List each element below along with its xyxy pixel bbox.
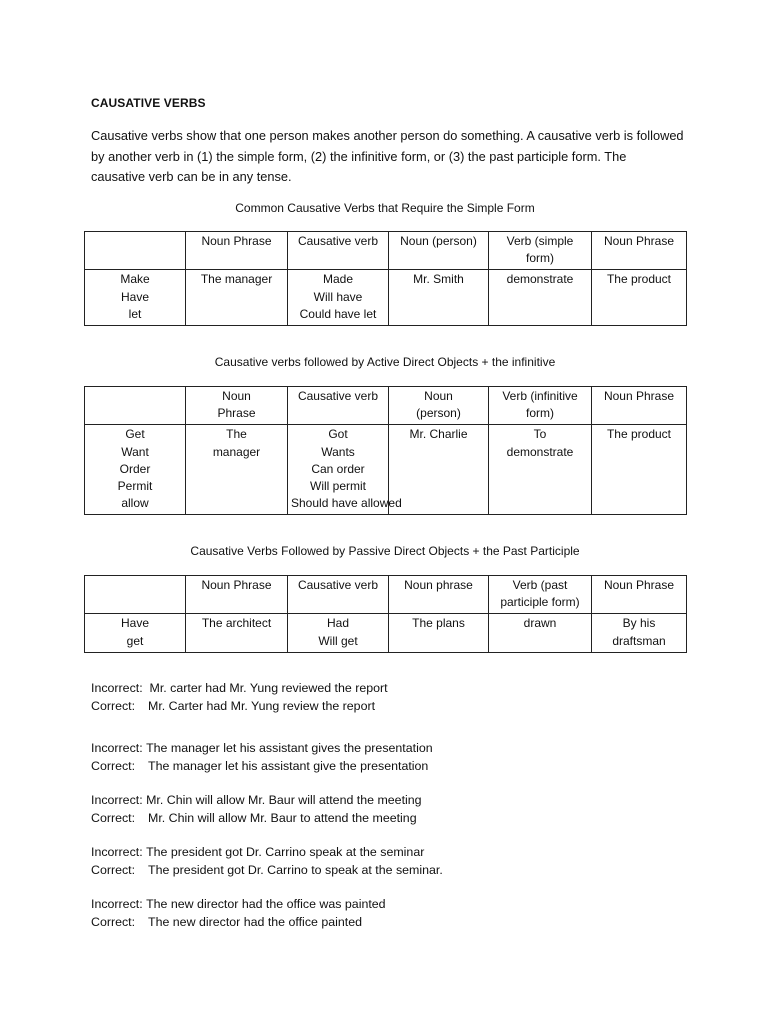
cell-line: The manager (200, 272, 273, 287)
cell-line: Noun (424, 389, 453, 403)
cell-line: Mr. Smith (413, 272, 464, 287)
cell-line: let (128, 306, 142, 321)
cell-line: To (533, 427, 547, 442)
correct-sentence: The manager let his assistant give the presentation (148, 758, 429, 773)
cell-line: Will permit (310, 479, 366, 494)
table-header-row (85, 387, 687, 425)
correct-example-line (91, 758, 433, 776)
cell-line: Noun (222, 389, 251, 403)
table-header-cell (186, 576, 288, 614)
cell-line: drawn (523, 616, 557, 631)
cell-line: Can order (311, 461, 365, 476)
cell-line: Causative verb (297, 389, 379, 403)
incorrect-label: Incorrect: (91, 741, 147, 755)
correct-label: Correct: (91, 698, 136, 713)
correct-sentence: Mr. Carter had Mr. Yung review the report (148, 698, 376, 713)
incorrect-label: Incorrect: (91, 681, 150, 695)
table-header-cell (389, 232, 489, 270)
intro-line: Causative verbs show that one person makes another person do something. A causative verb is followed (91, 128, 684, 143)
correct-example-line (91, 862, 443, 880)
table-header-cell (288, 232, 389, 270)
table-cell (288, 270, 389, 326)
incorrect-label: Incorrect: (91, 897, 147, 911)
table-cell (85, 270, 186, 326)
cell-line: Noun Phrase (201, 234, 272, 248)
cell-line: Phrase (217, 406, 256, 421)
correct-label: Correct: (91, 914, 136, 929)
table-cell (85, 614, 186, 652)
correct-label: Correct: (91, 810, 136, 825)
correct-example-line (91, 810, 422, 828)
table-past-participle (84, 575, 687, 653)
cell-line: allow (121, 496, 149, 511)
table-cell (186, 270, 288, 326)
table-cell (592, 425, 687, 515)
table-cell (186, 614, 288, 652)
table-row (85, 270, 687, 326)
cell-line: Permit (117, 479, 153, 494)
table-caption-past-participle: Causative Verbs Followed by Passive Direct Objects + the Past Participle (190, 544, 580, 558)
cell-line: The product (606, 272, 672, 287)
table-cell (85, 425, 186, 515)
cell-line: demonstrate (506, 444, 574, 459)
table-row (85, 614, 687, 652)
cell-line: Noun Phrase (603, 389, 675, 403)
incorrect-sentence: The manager let his assistant gives the presentation (146, 741, 433, 755)
intro-line: causative verb can be in any tense. (91, 169, 292, 184)
cell-line: Mr. Charlie (409, 427, 468, 442)
correct-example-line (91, 914, 386, 932)
cell-line: Get (125, 427, 145, 442)
cell-line: Could have let (299, 306, 377, 321)
cell-line: Wants (321, 444, 355, 459)
incorrect-example-line (91, 740, 433, 758)
example-pair (91, 740, 433, 775)
table-row (85, 425, 687, 515)
cell-line: Causative verb (297, 578, 379, 592)
cell-line: Noun Phrase (603, 234, 675, 248)
table-caption-simple-form: Common Causative Verbs that Require the Simple Form (235, 201, 535, 215)
table-header-cell (489, 387, 592, 425)
cell-line: manager (212, 444, 261, 459)
correct-sentence: Mr. Chin will allow Mr. Baur to attend the meeting (148, 810, 417, 825)
intro-paragraph (91, 126, 701, 188)
cell-line: Got (328, 427, 348, 442)
table-cell (186, 425, 288, 515)
cell-line: The plans (412, 616, 465, 631)
cell-line: Verb (infinitive (502, 389, 578, 403)
incorrect-sentence: Mr. carter had Mr. Yung reviewed the report (149, 681, 388, 695)
cell-line: Verb (past (512, 578, 568, 592)
table-header-cell (288, 387, 389, 425)
cell-line: Causative verb (297, 234, 379, 248)
example-pair (91, 680, 388, 715)
table-cell (592, 614, 687, 652)
table-cell (489, 614, 592, 652)
cell-line: participle form) (500, 595, 580, 610)
incorrect-example-line (91, 844, 443, 862)
table-header-cell (489, 232, 592, 270)
table-cell (592, 270, 687, 326)
cell-line: Have (120, 616, 149, 631)
example-pair (91, 844, 443, 879)
table-header-cell (592, 576, 687, 614)
incorrect-example-line (91, 680, 388, 698)
cell-line: Verb (simple (506, 234, 574, 248)
cell-line: form) (526, 406, 554, 421)
table-header-cell (288, 576, 389, 614)
table-infinitive (84, 386, 687, 515)
incorrect-label: Incorrect: (91, 793, 147, 807)
cell-line: Noun Phrase (201, 578, 272, 592)
cell-line: Noun phrase (404, 578, 473, 592)
cell-line: Have (120, 289, 149, 304)
cell-line: demonstrate (506, 272, 574, 287)
incorrect-sentence: The president got Dr. Carrino speak at the seminar (146, 845, 425, 859)
table-header-cell (85, 576, 186, 614)
incorrect-sentence: The new director had the office was painted (146, 897, 386, 911)
correct-example-line (91, 698, 388, 716)
cell-line: The product (606, 427, 672, 442)
table-cell (288, 614, 389, 652)
table-simple-form (84, 231, 687, 326)
table-header-row (85, 232, 687, 270)
correct-label: Correct: (91, 758, 136, 773)
table-cell (489, 425, 592, 515)
incorrect-label: Incorrect: (91, 845, 147, 859)
cell-line: form) (526, 251, 554, 266)
table-caption-infinitive: Causative verbs followed by Active Direct Objects + the infinitive (214, 355, 556, 369)
cell-line: (person) (416, 406, 461, 421)
example-pair (91, 896, 386, 931)
correct-sentence: The new director had the office painted (148, 914, 362, 929)
cell-line: Will get (318, 633, 358, 648)
table-cell (389, 270, 489, 326)
table-header-cell (186, 232, 288, 270)
table-header-cell (389, 387, 489, 425)
table-cell (389, 425, 489, 515)
table-cell (288, 425, 402, 515)
intro-line: by another verb in (1) the simple form, (2) the infinitive form, or (3) the past participle form. The (91, 148, 627, 164)
cell-line: Noun Phrase (603, 578, 675, 592)
correct-sentence: The president got Dr. Carrino to speak at the seminar. (148, 862, 443, 877)
incorrect-example-line (91, 792, 422, 810)
table-header-cell (389, 576, 489, 614)
table-header-row (85, 576, 687, 614)
cell-line: Make (120, 272, 150, 287)
table-header-cell (592, 387, 687, 425)
cell-line: Noun (person) (400, 234, 477, 248)
cell-line: Order (119, 461, 151, 476)
incorrect-sentence: Mr. Chin will allow Mr. Baur will attend the meeting (146, 793, 422, 807)
cell-line: Had (326, 616, 349, 631)
cell-line: Made (322, 272, 354, 287)
table-header-cell (489, 576, 592, 614)
incorrect-example-line (91, 896, 386, 914)
cell-line: get (126, 633, 144, 648)
cell-line: draftsman (612, 633, 666, 648)
table-header-cell (85, 387, 186, 425)
table-cell (489, 270, 592, 326)
cell-line: Will have (313, 289, 363, 304)
correct-label: Correct: (91, 862, 136, 877)
document-title: CAUSATIVE VERBS (91, 96, 206, 110)
table-header-cell (186, 387, 288, 425)
cell-line: Should have allowed (291, 496, 402, 511)
cell-line: The (226, 427, 247, 442)
table-cell (389, 614, 489, 652)
table-header-cell (85, 232, 186, 270)
cell-line: Want (121, 444, 149, 459)
cell-line: By his (622, 616, 656, 631)
cell-line: The architect (201, 616, 272, 631)
example-pair (91, 792, 422, 827)
table-header-cell (592, 232, 687, 270)
